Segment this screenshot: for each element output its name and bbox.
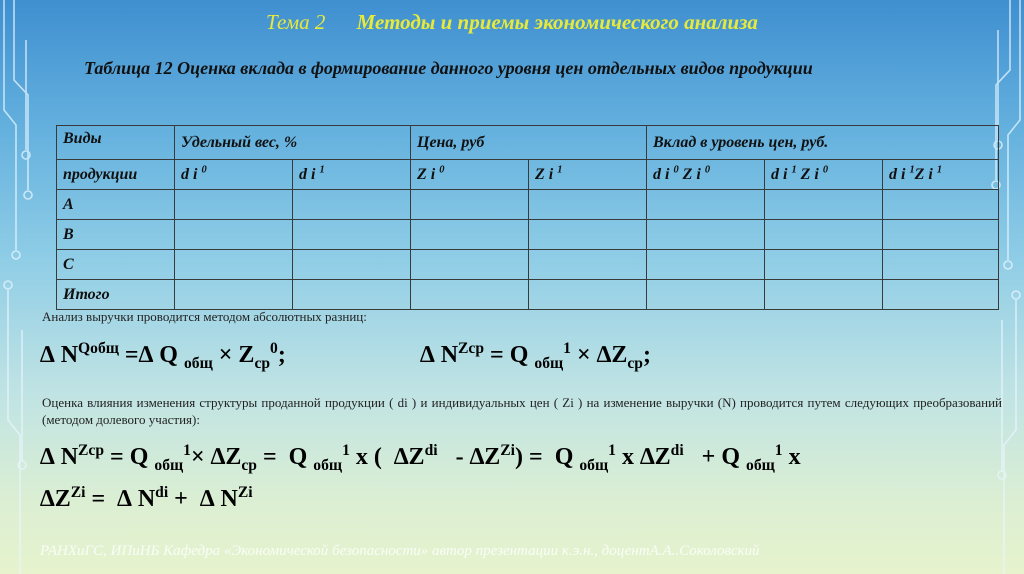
topic-name: Методы и приемы экономического анализа xyxy=(356,10,758,34)
formula-revenue-quantity: ∆ $N^{Qобщ}$ =∆ Q $_{общ} \times Z_{cp}^0$; xyxy=(40,340,286,372)
header-contribution-group: Вклад в уровень цен, руб. xyxy=(647,126,999,160)
slide-topic-header xyxy=(0,10,1024,35)
subheader-d0: d i $^0$ xyxy=(175,160,293,190)
formula-shared-participation-line2: $\Delta Z^{Zi}$ = ∆ $N^{di}$ + ∆ $N^{Zi}$ xyxy=(40,484,253,512)
slide-footer: РАНХиГС, ИПиНБ Кафедра «Экономической безопасности» автор презентации к.э.н., доцентА.А..Соколовский xyxy=(40,543,760,559)
subheader-z0: Z i $^0$ xyxy=(411,160,529,190)
row-label: А xyxy=(57,190,175,220)
topic-number: Тема 2 xyxy=(266,10,326,34)
table-row xyxy=(57,190,999,220)
price-contribution-table xyxy=(56,125,999,310)
table-row xyxy=(57,280,999,310)
subheader-d1z0: d i $^1$ Z i $^0$ xyxy=(765,160,883,190)
row-label: В xyxy=(57,220,175,250)
formula-revenue-price: ∆ $N^{Zcp} = Q$ $_{общ}^1 \times \Delta Z_{cp}$; xyxy=(420,340,651,372)
header-price-group: Цена, руб xyxy=(411,126,647,160)
subheader-d0z0: d i $^0$ Z i $^0$ xyxy=(647,160,765,190)
header-product-types: Виды xyxy=(57,126,175,160)
method-note: Оценка влияния изменения структуры проданной продукции ( di ) и индивидуальных цен ( Zi ) на изменение выручки (N) проводится путем следующих преобразований (методом долевого участия): xyxy=(42,395,1002,427)
table-title: Таблица 12 Оценка вклада в формирование данного уровня цен отдельных видов продукции xyxy=(84,58,813,78)
analysis-description: Анализ выручки проводится методом абсолютных разниц: xyxy=(42,309,367,324)
table-subheader-row xyxy=(57,160,999,190)
table-row xyxy=(57,250,999,280)
header-weight-group: Удельный вес, % xyxy=(175,126,411,160)
table-header-row xyxy=(57,126,999,160)
subheader-d1z1: d i $^1$Z i $^1$ xyxy=(883,160,999,190)
subheader-z1: Z i $^1$ xyxy=(529,160,647,190)
formula-shared-participation-line1: ∆ $N^{Zcp} = Q$ $_{общ}^1\times \Delta Z_{cp} = Q$ $_{общ}^1$ x ( $\Delta Z^{di}$ - $\Delta Z^{Zi}) = Q$ $_{общ}^1$ x $\Delta Z^{di}$ + Q $_{общ}^1$ x xyxy=(40,442,801,474)
subheader-d1: d i $^1$ xyxy=(293,160,411,190)
row-label: Итого xyxy=(57,280,175,310)
header-product-types-cont: продукции xyxy=(57,160,175,190)
table-row xyxy=(57,220,999,250)
row-label: С xyxy=(57,250,175,280)
